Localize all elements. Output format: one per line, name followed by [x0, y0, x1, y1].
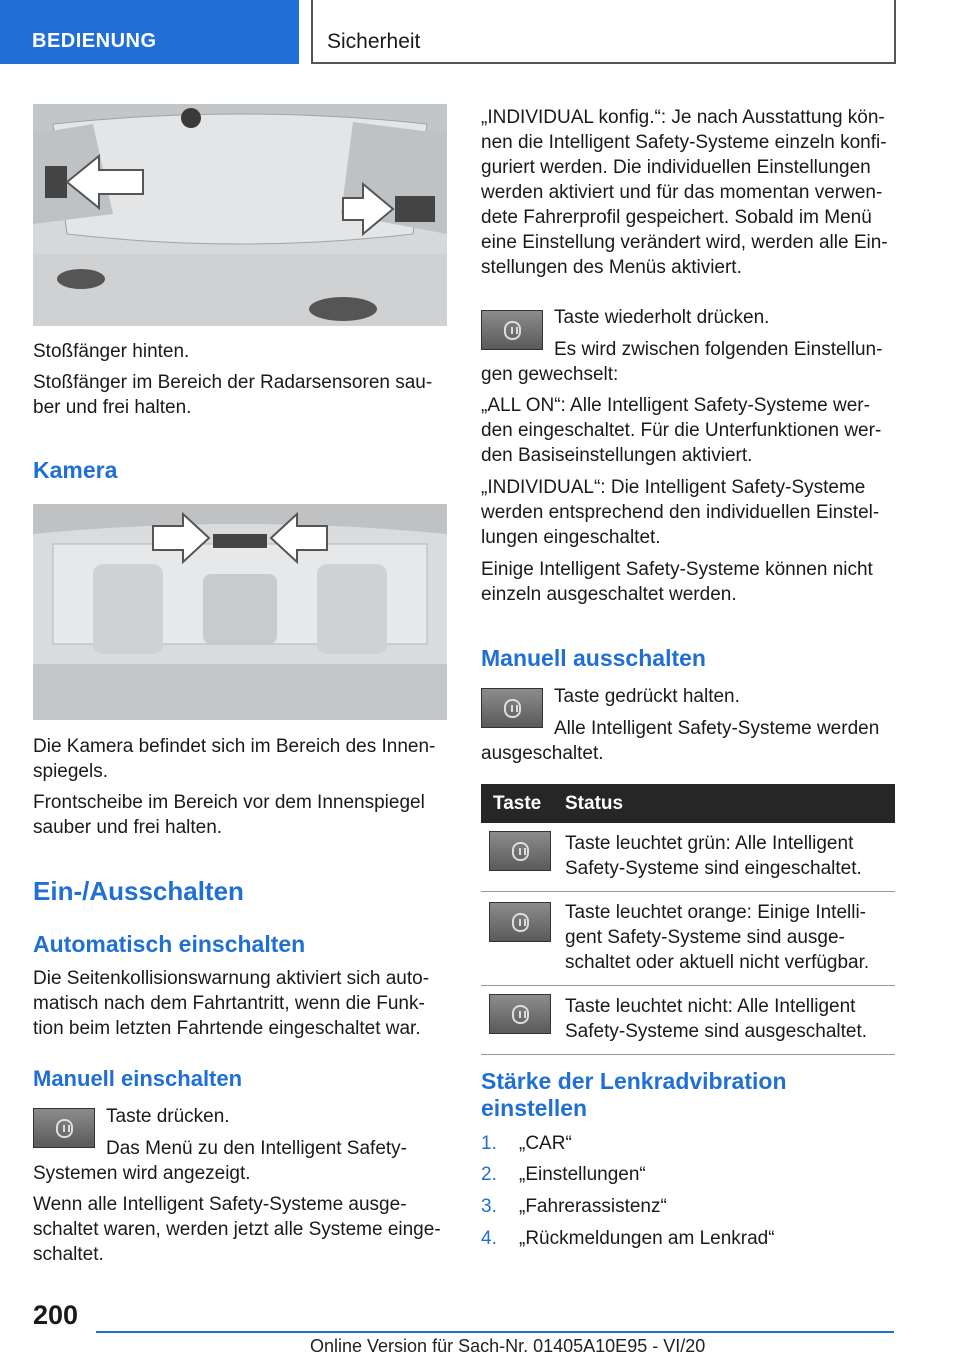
auto-text-1: Die Seitenkollisionswarnung aktiviert sich auto- [33, 968, 430, 989]
safety-button-icon [33, 1108, 95, 1148]
step-number: 3. [481, 1196, 497, 1217]
repeat-press-2: Es wird zwischen folgenden Einstellun- [554, 339, 883, 360]
section-label: BEDIENUNG [32, 30, 157, 52]
individual-config-4: werden aktiviert und für das momentan verwen- [481, 182, 883, 203]
interior-camera-image [33, 504, 447, 720]
all-on-3: den Basiseinstellungen aktiviert. [481, 445, 753, 466]
step-number: 1. [481, 1133, 497, 1154]
list-item [481, 1194, 667, 1219]
all-on-2: den eingeschaltet. Für die Unterfunktionen wer- [481, 420, 882, 441]
camera-text-2: spiegels. [33, 761, 108, 782]
safety-button-icon [481, 688, 543, 728]
online-version-text: Online Version für Sach-Nr. 01405A10E95 - VI/20 [310, 1336, 706, 1356]
step-text: „Einstellungen“ [519, 1164, 646, 1185]
bumper-caption: Stoßfänger hinten. [33, 341, 190, 362]
section-tab[interactable] [0, 0, 299, 64]
safety-button-icon [481, 310, 543, 350]
button-status-table [481, 784, 895, 1055]
table-row [481, 892, 895, 986]
individual-2: werden entsprechend den individuellen Einstel- [481, 502, 880, 523]
table-row [481, 986, 895, 1055]
individual-config-2: nen die Intelligent Safety-Systeme einzeln konfi- [481, 132, 887, 153]
camera-heading: Kamera [33, 457, 118, 483]
col-status: Status [561, 784, 895, 823]
step-number: 4. [481, 1228, 497, 1249]
table-row [481, 823, 895, 892]
page-number: 200 [33, 1300, 79, 1330]
footer-divider [96, 1331, 894, 1333]
camera-text-4: sauber und frei halten. [33, 817, 223, 838]
manual-on-6: schaltet. [33, 1244, 104, 1265]
individual-config-1: „INDIVIDUAL konfig.“: Je nach Ausstattung kön- [481, 107, 885, 128]
repeat-press-3: gen gewechselt: [481, 364, 619, 385]
some-systems-2: einzeln ausgeschaltet werden. [481, 584, 737, 605]
status-text: Taste leuchtet nicht: Alle Intelligent [565, 996, 856, 1017]
list-item [481, 1131, 572, 1156]
step-text: „CAR“ [519, 1133, 572, 1154]
step-text: „Fahrerassistenz“ [519, 1196, 667, 1217]
safety-button-icon [489, 902, 551, 942]
step-number: 2. [481, 1164, 497, 1185]
individual-config-7: stellungen des Menüs aktiviert. [481, 257, 742, 278]
manual-off-1: Taste gedrückt halten. [554, 686, 740, 707]
some-systems-1: Einige Intelligent Safety-Systeme können nicht [481, 559, 873, 580]
individual-config-3: guriert werden. Die individuellen Einstellungen [481, 157, 871, 178]
auto-heading: Automatisch einschalten [33, 931, 306, 957]
safety-button-icon [489, 831, 551, 871]
manual-off-3: ausgeschaltet. [481, 743, 604, 764]
status-text: Safety-Systeme sind eingeschaltet. [565, 858, 862, 879]
manual-on-1: Taste drücken. [106, 1106, 230, 1127]
rear-bumper-image [33, 104, 447, 326]
auto-text-3: tion beim letzten Fahrtende eingeschaltet war. [33, 1018, 421, 1039]
repeat-press-1: Taste wiederholt drücken. [554, 307, 770, 328]
manual-on-heading: Manuell einschalten [33, 1066, 243, 1091]
col-taste: Taste [481, 784, 561, 823]
list-item [481, 1226, 775, 1251]
individual-1: „INDIVIDUAL“: Die Intelligent Safety-Systeme [481, 477, 866, 498]
manual-on-4: Wenn alle Intelligent Safety-Systeme ausge- [33, 1194, 407, 1215]
list-item [481, 1162, 646, 1187]
page-title: Sicherheit [327, 30, 421, 53]
manual-off-heading: Manuell ausschalten [481, 645, 706, 671]
manual-on-5: schaltet waren, werden jetzt alle Systeme einge- [33, 1219, 441, 1240]
individual-3: lungen eingeschaltet. [481, 527, 661, 548]
camera-text-3: Frontscheibe im Bereich vor dem Innenspiegel [33, 792, 425, 813]
individual-config-6: eine Einstellung verändert wird, werden alle Ein- [481, 232, 888, 253]
safety-button-icon [489, 994, 551, 1034]
step-text: „Rückmeldungen am Lenkrad“ [519, 1228, 775, 1249]
all-on-1: „ALL ON“: Alle Intelligent Safety-Systeme wer- [481, 395, 870, 416]
status-text: Taste leuchtet orange: Einige Intelli- [565, 902, 867, 923]
vibration-heading-2: einstellen [481, 1095, 588, 1121]
status-text: schaltet oder aktuell nicht verfügbar. [565, 952, 870, 973]
camera-text-1: Die Kamera befindet sich im Bereich des Innen- [33, 736, 436, 757]
manual-on-2: Das Menü zu den Intelligent Safety- [106, 1138, 408, 1159]
vibration-heading-1: Stärke der Lenkradvibration [481, 1068, 787, 1094]
auto-text-2: matisch nach dem Fahrtantritt, wenn die Funk- [33, 993, 425, 1014]
manual-on-3: Systemen wird angezeigt. [33, 1163, 251, 1184]
page-title-box [311, 0, 896, 64]
status-text: Safety-Systeme sind ausgeschaltet. [565, 1021, 868, 1042]
bumper-text-2: ber und frei halten. [33, 397, 192, 418]
onoff-heading: Ein-/Ausschalten [33, 876, 244, 906]
table-header-row [481, 784, 895, 823]
status-text: Taste leuchtet grün: Alle Intelligent [565, 833, 854, 854]
individual-config-5: dete Fahrerprofil gespeichert. Sobald im Menü [481, 207, 872, 228]
manual-off-2: Alle Intelligent Safety-Systeme werden [554, 718, 880, 739]
bumper-text-1: Stoßfänger im Bereich der Radarsensoren sau- [33, 372, 433, 393]
status-text: gent Safety-Systeme sind ausge- [565, 927, 845, 948]
